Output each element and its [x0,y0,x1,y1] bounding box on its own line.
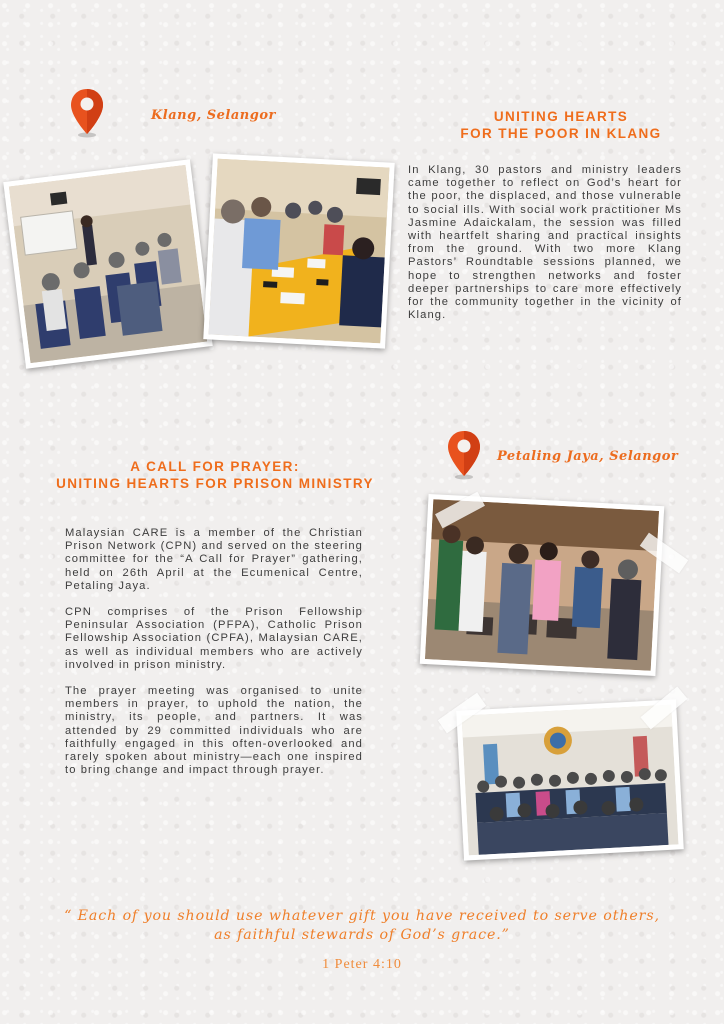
section1-heading-line2: FOR THE POOR IN KLANG [460,126,662,141]
section1-body [408,164,682,335]
location-pin-icon [70,88,104,138]
section1-heading [420,108,702,142]
scripture-quote [40,907,684,945]
location-pin-icon [447,430,481,480]
section2-heading-line1: A CALL FOR PRAYER: [130,459,300,474]
quote-line-2: as faithful stewards of God’s grace.” [214,927,510,943]
klang-meeting-photo-2 [203,153,394,348]
section1-heading-line1: UNITING HEARTS [493,109,629,124]
prayer-meeting-photo-1 [420,494,665,676]
location-label-klang: Klang, Selangor [151,108,276,123]
section2-heading-line2: UNITING HEARTS FOR PRISON MINISTRY [56,476,374,491]
location-label-petaling-jaya: Petaling Jaya, Selangor [497,449,679,464]
section2-body [65,527,363,790]
klang-meeting-photo-1 [3,159,213,369]
scripture-citation: 1 Peter 4:10 [322,957,402,972]
section1-paragraph: In Klang, 30 pastors and ministry leaders came together to reflect on God’s heart for the poor, the displaced, and those vulnerable to social ills. With social work practitioner Ms Jasmine Adaickalam, the session was filled with heartfelt sharing and practical insights from the ground. With two more Klang Pastors’ Roundtable sessions planned, we hope to strengthen networks and foster deeper partnerships to care more effectively for the community together in the vicinity of Klang. [408,164,682,322]
section2-paragraph-1: Malaysian CARE is a member of the Christian Prison Network (CPN) and served on the steering committee for the “A Call for Prayer” gathering, held on 26th April at the Ecumenical Centre, Petaling Jaya. [65,527,363,592]
section2-paragraph-3: The prayer meeting was organised to unite members in prayer, to uphold the nation, the ministry, its people, and partners. It was attended by 29 committed individuals who are faithfully engaged in this often-overlooked and rarely spoken about ministry—each one inspired to bring change and impact through prayer. [65,685,363,777]
section2-heading [30,458,400,492]
section2-paragraph-2: CPN comprises of the Prison Fellowship Peninsular Association (PFPA), Catholic Prison Fellowship Association (CPFA), Malaysian CARE, as well as individual members who are actively involved in prison ministry. [65,606,363,671]
quote-line-1: “ Each of you should use whatever gift you have received to serve others, [64,908,660,924]
